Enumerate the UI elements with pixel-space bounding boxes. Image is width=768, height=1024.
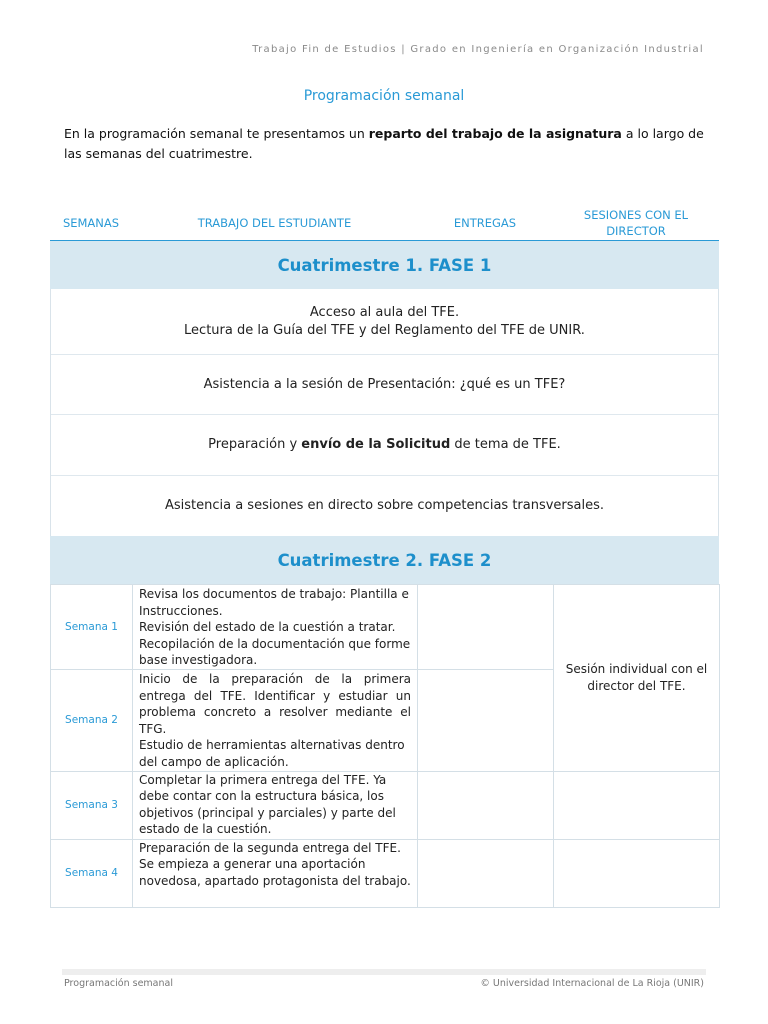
phase1-row-text: Asistencia a la sesión de Presentación: ¿qué es un TFE? (203, 376, 566, 392)
phase1-row (51, 415, 718, 476)
phase1-row (51, 289, 718, 355)
week-deliverables-cell (418, 839, 554, 907)
week-work-line: Revisa los documentos de trabajo: Plantilla e Instrucciones. (139, 587, 409, 618)
column-header-sessions: SESIONES CON EL DIRECTOR (583, 208, 689, 238)
week-deliverables-cell (418, 771, 554, 839)
phase2-band: Cuatrimestre 2. FASE 2 (50, 536, 719, 584)
table-row (51, 585, 720, 670)
table-row (51, 771, 720, 839)
table-row (51, 839, 720, 907)
director-session-cell: Sesión individual con el director del TFE. (554, 585, 720, 772)
weekly-schedule-table (50, 584, 720, 908)
week-work-line: Recopilación de la documentación que forme base investigadora. (139, 636, 411, 668)
footer-section-name: Programación semanal (64, 978, 173, 989)
phase1-row-text-end: de tema de TFE. (450, 437, 561, 452)
phase1-row-text (208, 436, 561, 454)
week-deliverables-cell (418, 669, 554, 771)
week-session-cell (554, 771, 720, 839)
week-work-cell (133, 585, 418, 670)
week-label: Semana 2 (51, 669, 133, 771)
week-work-line: Preparación de la segunda entrega del TFE. Se empieza a generar una aportación novedosa, apartado protagonista del trabajo. (139, 840, 411, 888)
phase1-row-bold-text: envío de la Solicitud (301, 437, 451, 452)
running-header: Trabajo Fin de Estudios | Grado en Ingeniería en Organización Industrial (252, 44, 704, 55)
phase1-row-line: Acceso al aula del TFE. (309, 304, 460, 320)
week-deliverables-cell (418, 585, 554, 670)
phase1-row-line: Lectura de la Guía del TFE y del Reglamento del TFE de UNIR. (184, 322, 585, 338)
phase1-rows (50, 289, 719, 536)
intro-text-end: a lo largo de las semanas del cuatrimestre. (64, 126, 704, 161)
week-label: Semana 1 (51, 585, 133, 670)
column-header-work: TRABAJO DEL ESTUDIANTE (197, 216, 352, 230)
phase1-row-text-start: Preparación y (208, 437, 302, 452)
week-session-cell (554, 839, 720, 907)
phase1-row-text: Asistencia a sesiones en directo sobre competencias transversales. (164, 498, 605, 513)
week-label: Semana 3 (51, 771, 133, 839)
section-title: Programación semanal (303, 88, 465, 104)
week-work-cell (133, 669, 418, 771)
intro-paragraph (64, 124, 704, 164)
footer-copyright: © Universidad Internacional de La Rioja (UNIR) (480, 978, 704, 989)
week-work-line: Inicio de la preparación de la primera entrega del TFE. Identificar y estudiar un problema concreto a resolver mediante el TFG. (139, 671, 411, 736)
footer-divider (62, 969, 706, 975)
table-column-headers (50, 206, 719, 241)
intro-text: En la programación semanal te presentamos un (64, 126, 369, 141)
phase1-row (51, 355, 718, 415)
column-header-deliverables: ENTREGAS (453, 216, 517, 230)
week-work-line: Estudio de herramientas alternativas dentro del campo de aplicación. (139, 738, 405, 769)
week-work-line: Revisión del estado de la cuestión a tratar. (139, 620, 396, 635)
week-work-cell (133, 771, 418, 839)
column-header-weeks: SEMANAS (62, 216, 120, 230)
week-work-cell (133, 839, 418, 907)
week-label: Semana 4 (51, 839, 133, 907)
phase1-band: Cuatrimestre 1. FASE 1 (50, 241, 719, 289)
intro-bold-text: reparto del trabajo de la asignatura (368, 126, 622, 141)
phase1-row (51, 476, 718, 536)
week-work-line: Completar la primera entrega del TFE. Ya debe contar con la estructura básica, los objetivos (principal y parciales) y parte del estado de la cuestión. (139, 772, 396, 837)
